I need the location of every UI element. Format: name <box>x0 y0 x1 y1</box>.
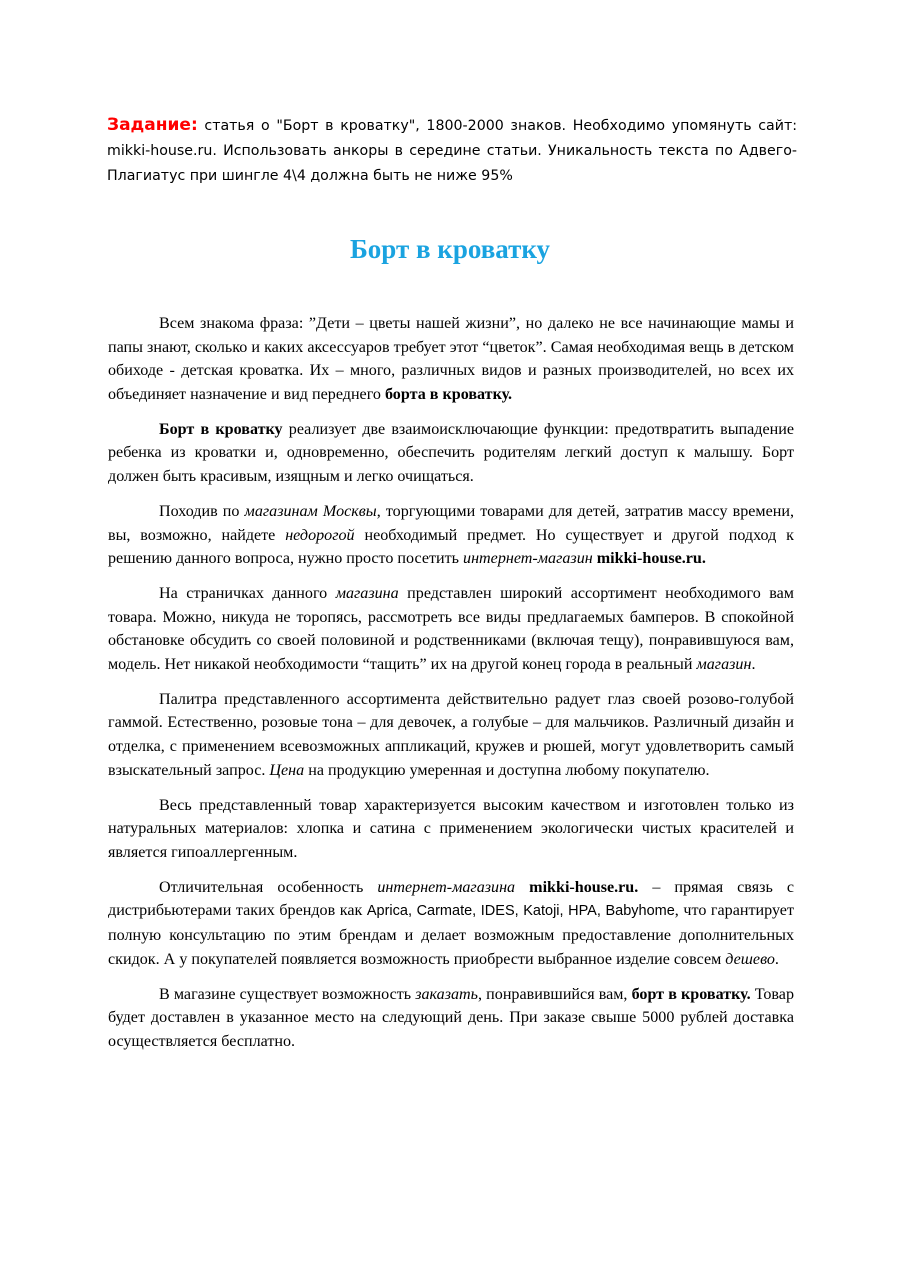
text-run: на продукцию умеренная и доступна любому покупателю. <box>304 761 710 779</box>
anchor-text[interactable]: интернет-магазина <box>377 878 516 896</box>
site-name: mikki-house.ru. <box>529 878 639 896</box>
bold-keyword: Борт в кроватку <box>159 420 283 438</box>
site-name: mikki-house.ru. <box>596 550 706 568</box>
text-run: реализует две взаимоисключающие функции: предотвратить выпадение ребенка из кроватки и, одновременно, обеспечить родителям легкий доступ к малышу. Борт должен быть красивым, изящным и легко очищаться. <box>108 420 794 485</box>
anchor-text[interactable]: дешево <box>725 950 775 968</box>
bold-keyword: борта в кроватку. <box>384 385 513 403</box>
text-run <box>515 879 529 896</box>
text-run: необходимый предмет. Но существует и другой подход к решению данного вопроса, нужно просто посетить <box>108 526 795 568</box>
paragraph-7 <box>108 876 794 971</box>
text-run: Палитра представленного ассортимента действительно радует глаз своей розово-голубой гаммой. Естественно, розовые тона – для девочек, а голубые – для мальчиков. Различный дизайн и отделка, с применением всевозможных аппликаций, кружев и рюшей, могут удовлетворить самый взыскательный запрос. <box>108 690 794 779</box>
anchor-text[interactable]: недорогой <box>285 526 355 544</box>
text-run: Всем знакома фраза: ”Дети – цветы нашей жизни”, но далеко не все начинающие мамы и папы знают, сколько и каких аксессуаров требует этот “цветок”. Самая необходимая вещь в детском обиходе - детская кроватка. Их – много, различных видов и разных производителей, но всех их объединяет назначение и вид переднего <box>108 315 794 403</box>
paragraph-6 <box>108 794 794 865</box>
task-description <box>107 113 797 189</box>
paragraph-8 <box>108 983 794 1054</box>
anchor-text[interactable]: магазинам Москвы <box>244 502 377 520</box>
brand-list: Aprica, Carmate, IDES, Katoji, HPA, Babyhome <box>366 903 675 920</box>
bold-keyword: борт в кроватку. <box>631 985 751 1003</box>
paragraph-3 <box>108 500 794 571</box>
paragraph-1 <box>108 312 794 406</box>
paragraph-4 <box>108 582 794 676</box>
text-run: – прямая связь с дистрибьютерами таких брендов как <box>108 878 794 920</box>
text-run: , торгующими товарами для детей, затратив массу времени, вы, возможно, найдете <box>108 502 794 544</box>
task-text: статья о "Борт в кроватку", 1800-2000 знаков. Необходимо упомянуть сайт: mikki-house.ru. Использовать анкоры в середине статьи. Уникальность текста по Адвего-Плагиатус при шингле 4\4 должна быть не ниже 95% <box>107 118 797 184</box>
text-run: . <box>751 655 756 673</box>
text-run: Отличительная особенность <box>159 878 378 896</box>
text-run: На страничках данного <box>159 585 336 603</box>
text-run: , что гарантирует полную консультацию по этим брендам и делает возможным предоставление дополнительных скидок. А у покупателей появляется возможность приобрести выбранное изделие совсем <box>108 902 794 968</box>
paragraph-2 <box>108 418 794 489</box>
text-run: представлен широкий ассортимент необходимого вам товара. Можно, никуда не торопясь, рассмотреть все виды предлагаемых бамперов. В спокойной обстановке обсудить со своей половиной и родственниками (включая тещу), понравившуюся вам, модель. Нет никакой необходимости “тащить” их на другой конец города в реальный <box>108 585 794 673</box>
anchor-text[interactable]: Цена <box>269 761 305 779</box>
text-run: В магазине существует возможность <box>159 985 416 1003</box>
text-run: Товар будет доставлен в указанное место на следующий день. При заказе свыше 5000 рублей доставка осуществляется бесплатно. <box>108 985 794 1050</box>
paragraph-5 <box>108 688 794 782</box>
text-run: Весь представленный товар характеризуется высоким качеством и изготовлен только из натуральных материалов: хлопка и сатина с применением экологически чистых красителей и является гипоаллергенным. <box>108 796 794 861</box>
article-body <box>108 312 794 1065</box>
task-label: Задание: <box>107 115 198 135</box>
anchor-text[interactable]: заказать <box>415 985 479 1003</box>
text-run: Походив по <box>159 502 245 520</box>
anchor-text[interactable]: магазина <box>335 585 399 603</box>
text-run: . <box>774 950 779 968</box>
text-run: , понравившийся вам, <box>478 985 632 1003</box>
anchor-text[interactable]: магазин <box>696 655 752 673</box>
anchor-text[interactable]: интернет-магазин <box>463 550 593 568</box>
article-title: Борт в кроватку <box>349 234 551 264</box>
